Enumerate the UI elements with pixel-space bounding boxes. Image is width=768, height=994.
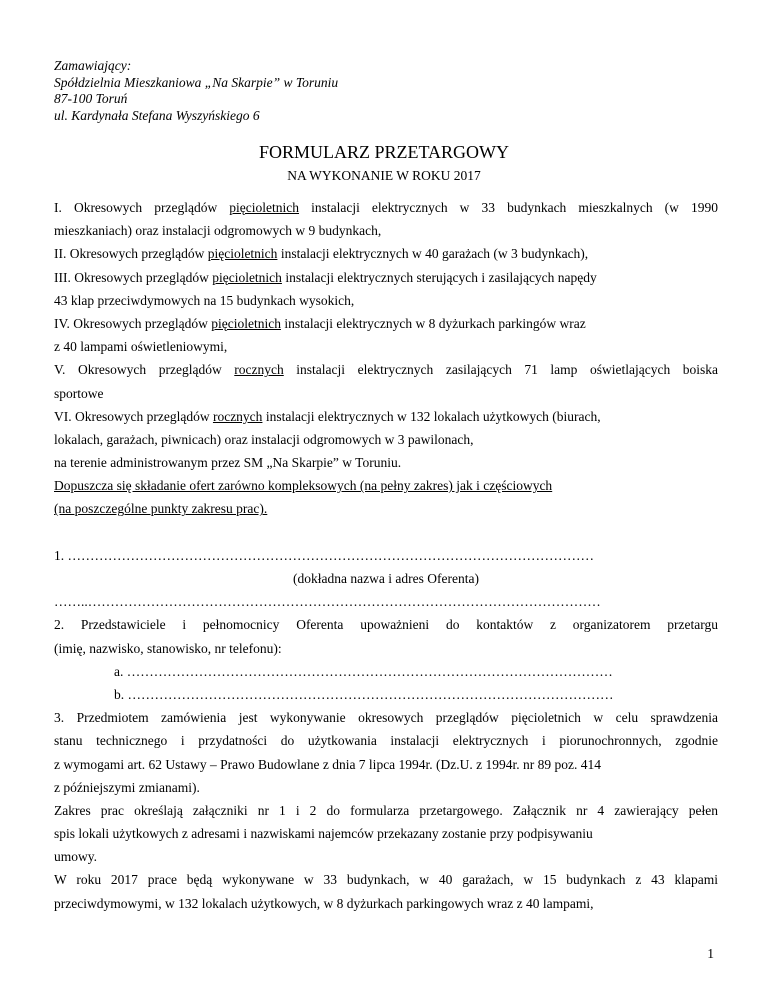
item-iii-line-1: III. Okresowych przeglądów pięcioletnich instalacji elektrycznych sterujących i zasilających napędy (54, 269, 597, 285)
scope-line-2: spis lokali użytkowych z adresami i nazwiskami najemców przekazany zostanie przy podpisywaniu (54, 826, 593, 842)
item-vi-line-2: lokalach, garażach, piwnicach) oraz instalacji odgromowych w 3 pawilonach, (54, 431, 474, 447)
header-organization: Spółdzielnia Mieszkaniowa „Na Skarpie” w Toruniu (54, 74, 339, 90)
document-body (54, 196, 718, 915)
subject-line-2: stanu technicznego i przydatności do użytkowania instalacji elektrycznych i piorunochronnych, zgodnie (54, 733, 718, 749)
offeror-name-caption: (dokładna nazwa i adres Oferenta) (293, 571, 479, 586)
item-i-line-1: I. Okresowych przeglądów pięcioletnich instalacji elektrycznych w 33 budynkach mieszkalnych (w 1990 (54, 200, 718, 215)
offeror-address-line: ……..…………………………………………………………………………………………………… (54, 594, 601, 610)
subject-line-4: z późniejszymi zmianami). (54, 779, 200, 795)
item-iii-line-2: 43 klap przeciwdymowych na 15 budynkach wysokich, (54, 292, 355, 308)
subject-line-1: 3. Przedmiotem zamówienia jest wykonywanie okresowych przeglądów pięcioletnich w celu sprawdzenia (54, 710, 718, 726)
item-vi-line-1: VI. Okresowych przeglądów rocznych instalacji elektrycznych w 132 lokalach użytkowych (biurach, (54, 408, 601, 424)
representatives-line-1: 2. Przedstawiciele i pełnomocnicy Oferenta upoważnieni do kontaktów z organizatorem przetargu (54, 617, 718, 633)
works-line-1: W roku 2017 prace będą wykonywane w 33 budynkach, w 40 garażach, w 15 budynkach z 43 klapami (54, 872, 718, 888)
scope-line-3: umowy. (54, 849, 97, 865)
document-subtitle: NA WYKONANIE W ROKU 2017 (287, 168, 481, 183)
item-i-line-2: mieszkaniach) oraz instalacji odgromowych w 9 budynkach, (54, 223, 382, 239)
item-iv-line-1: IV. Okresowych przeglądów pięcioletnich instalacji elektrycznych w 8 dyżurkach parkingów wraz (54, 315, 586, 331)
scope-line-1: Zakres prac określają załączniki nr 1 i 2 do formularza przetargowego. Załącznik nr 4 zawierający pełen (54, 802, 718, 818)
partial-offers-note-1: Dopuszcza się składanie ofert zarówno kompleksowych (na pełny zakres) jak i częściowych (54, 478, 553, 494)
representative-b-line: b. ……………………………………………………………………………………………… (114, 686, 614, 702)
representative-a-line: a. ……………………………………………………………………………………………… (114, 663, 613, 679)
document-title: FORMULARZ PRZETARGOWY (258, 142, 510, 162)
header-street: ul. Kardynała Stefana Wyszyńskiego 6 (54, 107, 260, 123)
subject-line-3: z wymogami art. 62 Ustawy – Prawo Budowlane z dnia 7 lipca 1994r. (Dz.U. z 1994r. nr 89 poz. 414 (54, 756, 602, 772)
item-v-line-1: V. Okresowych przeglądów rocznych instalacji elektrycznych zasilających 71 lamp oświetlających boiska (54, 362, 718, 378)
item-ii: II. Okresowych przeglądów pięcioletnich instalacji elektrycznych w 40 garażach (w 3 budynkach), (54, 246, 589, 262)
representatives-line-2: (imię, nazwisko, stanowisko, nr telefonu): (54, 640, 282, 656)
partial-offers-note-2: (na poszczególne punkty zakresu prac). (54, 501, 268, 517)
spacer (54, 521, 718, 544)
item-iv-line-2: z 40 lampami oświetleniowymi, (54, 339, 228, 355)
item-v-line-2: sportowe (54, 385, 104, 401)
header-label: Zamawiający: (54, 58, 132, 73)
offeror-name-line: 1. ……………………………………………………………………………………………………… (54, 547, 594, 563)
page-number: 1 (707, 946, 714, 961)
contracting-party-header (54, 58, 338, 124)
header-postal: 87-100 Toruń (54, 91, 128, 106)
item-vi-line-3: na terenie administrowanym przez SM „Na Skarpie” w Toruniu. (54, 455, 402, 471)
works-line-2: przeciwdymowymi, w 132 lokalach użytkowych, w 8 dyżurkach parkingowych wraz z 40 lampami, (54, 895, 594, 911)
